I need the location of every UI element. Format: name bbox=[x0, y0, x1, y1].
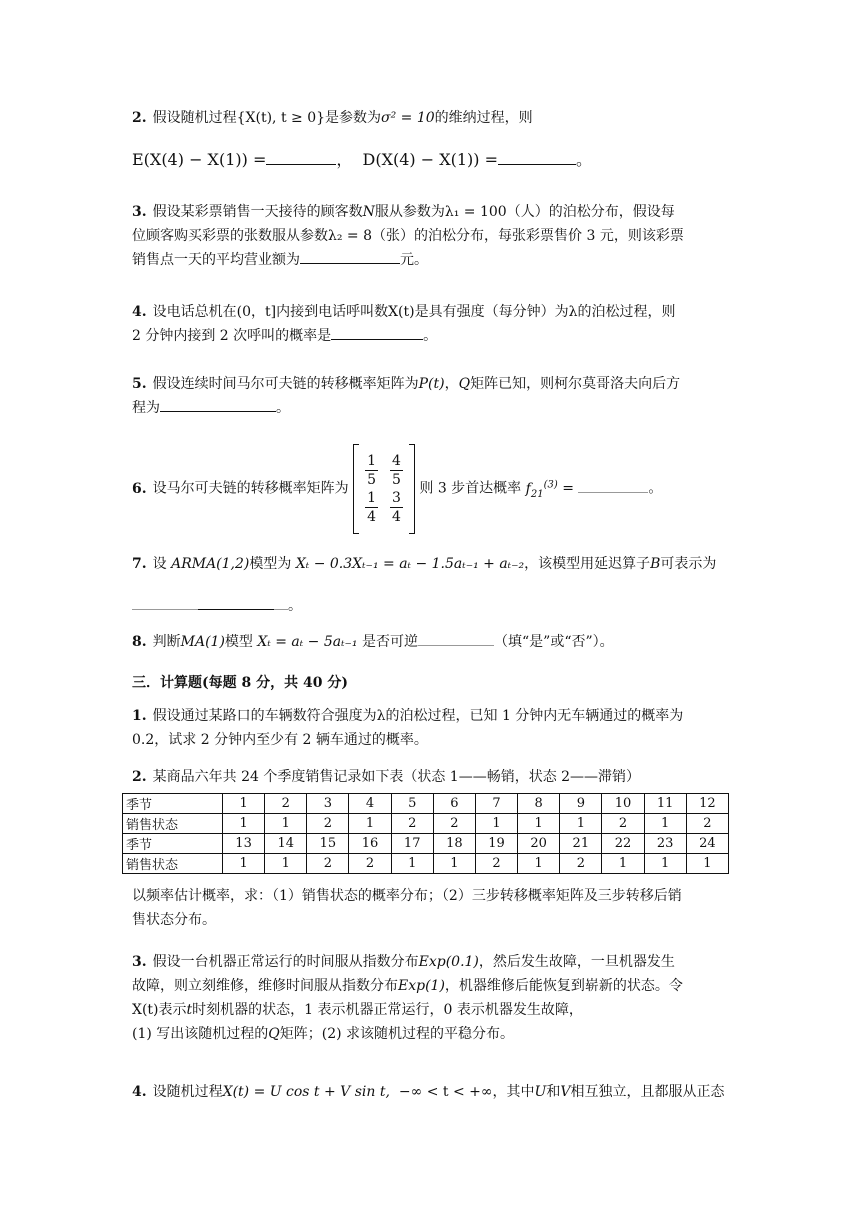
table-cell: 2 bbox=[433, 814, 475, 834]
question-6: 6. 设马尔可夫链的转移概率矩阵为 $\frac{1}{5}$ $\frac{4}{5}$ $\frac{1}{4}$ $\frac{3}{4}$ 则 3 步首达概率 $f_{21}^{(3)}$ = 。 bbox=[132, 440, 737, 539]
table-cell: 21 bbox=[560, 834, 602, 854]
table-cell: 3 bbox=[307, 794, 349, 814]
table-cell: 1 bbox=[223, 814, 265, 834]
section-heading: 三．计算题(每题 8 分，共 40 分) bbox=[132, 675, 348, 691]
table-cell: 2 bbox=[686, 814, 728, 834]
table-cell: 2 bbox=[602, 814, 644, 834]
table-row bbox=[123, 794, 729, 814]
table-cell: 2 bbox=[560, 854, 602, 874]
table-cell: 1 bbox=[644, 854, 686, 874]
table-cell: 10 bbox=[602, 794, 644, 814]
table-cell: 15 bbox=[307, 834, 349, 854]
row-label: 季节 bbox=[123, 834, 223, 854]
question-2: 2. 假设随机过程{X(t), t ≥ 0}是参数为σ² = 10的维纳过程，则 bbox=[132, 110, 533, 126]
expectation-expr: E(X(4) − X(1)) = bbox=[132, 150, 267, 169]
table-cell: 11 bbox=[644, 794, 686, 814]
table-cell: 14 bbox=[265, 834, 307, 854]
table-cell: 17 bbox=[391, 834, 433, 854]
table-cell: 1 bbox=[475, 814, 517, 834]
sales-table bbox=[122, 793, 729, 874]
question-5: 5. 假设连续时间马尔可夫链的转移概率矩阵为P(t)，Q矩阵已知，则柯尔莫哥洛夫向后方 程为 。 bbox=[132, 376, 681, 416]
table-cell: 2 bbox=[391, 814, 433, 834]
table-cell: 9 bbox=[560, 794, 602, 814]
answer-blank[interactable] bbox=[160, 396, 276, 412]
table-cell: 16 bbox=[349, 834, 391, 854]
table-cell: 8 bbox=[518, 794, 560, 814]
table-cell: 7 bbox=[475, 794, 517, 814]
table-cell: 13 bbox=[223, 834, 265, 854]
table-cell: 23 bbox=[644, 834, 686, 854]
answer-blank[interactable] bbox=[132, 594, 198, 610]
question-4: 4. 设电话总机在(0，t]内接到电话呼叫数X(t)是具有强度（每分钟）为λ的泊松过程，则 2 分钟内接到 2 次呼叫的概率是 。 bbox=[132, 304, 676, 344]
transition-matrix: $\frac{1}{5}$ $\frac{4}{5}$ $\frac{1}{4}$ $\frac{3}{4}$ bbox=[353, 444, 415, 534]
table-cell: 1 bbox=[518, 854, 560, 874]
row-label: 销售状态 bbox=[123, 854, 223, 874]
calc-question-3: 3. 假设一台机器正常运行的时间服从指数分布Exp(0.1)，然后发生故障，一旦机器发生 故障，则立刻维修，维修时间服从指数分布Exp(1)，机器维修后能恢复到崭新的状态。令 X(t)表示t时刻机器的状态，1 表示机器正常运行，0 表示机器发生故障， (1) 写出该随机过程的Q矩阵；(2) 求该随机过程的平稳分布。 bbox=[132, 954, 683, 1042]
calc-question-4: 4. 设随机过程X(t) = U cos t + V sin t, −∞ < t < +∞，其中U和V相互独立，且都服从正态 bbox=[132, 1084, 725, 1100]
first-passage-prob: $f_{21}^{(3)}$ bbox=[525, 479, 558, 500]
calc-question-2-task: 以频率估计概率，求：（1）销售状态的概率分布；（2）三步转移概率矩阵及三步转移后销 售状态分布。 bbox=[132, 888, 682, 928]
table-cell: 1 bbox=[265, 854, 307, 874]
table-cell: 1 bbox=[518, 814, 560, 834]
answer-blank[interactable] bbox=[578, 477, 648, 493]
table-cell: 6 bbox=[433, 794, 475, 814]
table-row bbox=[123, 814, 729, 834]
table-cell: 1 bbox=[349, 814, 391, 834]
question-number: 2. bbox=[132, 110, 147, 126]
question-7-answer: 。 bbox=[132, 594, 737, 618]
table-cell: 19 bbox=[475, 834, 517, 854]
answer-blank[interactable] bbox=[418, 630, 494, 646]
answer-blank[interactable] bbox=[331, 324, 423, 340]
table-cell: 2 bbox=[475, 854, 517, 874]
table-cell: 1 bbox=[644, 814, 686, 834]
table-cell: 1 bbox=[560, 814, 602, 834]
table-row bbox=[123, 834, 729, 854]
table-cell: 1 bbox=[391, 854, 433, 874]
table-cell: 1 bbox=[265, 814, 307, 834]
table-cell: 12 bbox=[686, 794, 728, 814]
table-cell: 5 bbox=[391, 794, 433, 814]
calc-question-2: 2. 某商品六年共 24 个季度销售记录如下表（状态 1——畅销，状态 2——滞销） bbox=[132, 769, 641, 785]
table-cell: 2 bbox=[349, 854, 391, 874]
table-cell: 18 bbox=[433, 834, 475, 854]
table-cell: 1 bbox=[223, 854, 265, 874]
table-cell: 2 bbox=[307, 814, 349, 834]
table-cell: 4 bbox=[349, 794, 391, 814]
question-8: 8. 判断MA(1)模型 Xₜ = aₜ − 5aₜ₋₁ 是否可逆 （填“是”或“否”）。 bbox=[132, 630, 737, 654]
row-label: 季节 bbox=[123, 794, 223, 814]
answer-blank[interactable] bbox=[266, 149, 336, 165]
answer-blank[interactable] bbox=[198, 594, 274, 610]
variance-expr: D(X(4) − X(1)) = bbox=[362, 150, 499, 169]
table-row bbox=[123, 854, 729, 874]
table-cell: 20 bbox=[518, 834, 560, 854]
table-cell: 22 bbox=[602, 834, 644, 854]
answer-blank[interactable] bbox=[498, 149, 576, 165]
answer-blank[interactable] bbox=[300, 248, 400, 264]
calc-question-1: 1. 假设通过某路口的车辆数符合强度为λ的泊松过程，已知 1 分钟内无车辆通过的概率为 0.2，试求 2 分钟内至少有 2 辆车通过的概率。 bbox=[132, 708, 684, 748]
question-7: 7. 设 ARMA(1,2)模型为 Xₜ − 0.3Xₜ₋₁ = aₜ − 1.5aₜ₋₁ + aₜ₋₂，该模型用延迟算子B可表示为 bbox=[132, 556, 717, 572]
table-cell: 1 bbox=[223, 794, 265, 814]
question-3: 3. 假设某彩票销售一天接待的顾客数N服从参数为λ₁ = 100（人）的泊松分布，假设每 位顾客购买彩票的张数服从参数λ₂ = 8（张）的泊松分布，每张彩票售价 3 元，则该彩票 销售点一天的平均营业额为 元。 bbox=[132, 204, 684, 268]
table-cell: 1 bbox=[602, 854, 644, 874]
table-cell: 2 bbox=[265, 794, 307, 814]
table-cell: 1 bbox=[433, 854, 475, 874]
table-cell: 24 bbox=[686, 834, 728, 854]
row-label: 销售状态 bbox=[123, 814, 223, 834]
question-2-formulas: E(X(4) − X(1)) = ， D(X(4) − X(1)) = 。 bbox=[132, 150, 593, 169]
table-cell: 1 bbox=[686, 854, 728, 874]
table-cell: 2 bbox=[307, 854, 349, 874]
